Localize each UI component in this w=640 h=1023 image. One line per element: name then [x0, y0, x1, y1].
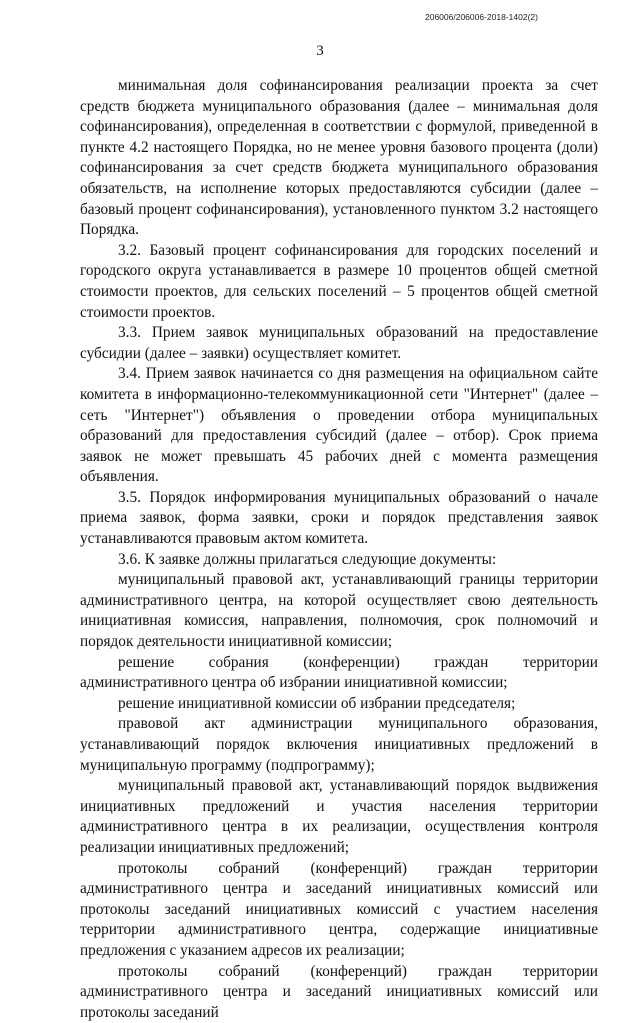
- document-id: 206006/206006-2018-1402(2): [425, 12, 538, 22]
- list-item: протоколы собраний (конференций) граждан территории административного центра и заседаний инициативных комиссий или протоколы заседаний инициативных комиссий с участием населения территории административного центра, содержащие инициативные предложения с указанием адресов их реализации;: [80, 859, 598, 959]
- list-item: муниципальный правовой акт, устанавливающий порядок выдвижения инициативных предложений и участия населения территории административного центра в их реализации, осуществления контроля реализации инициативных предложений;: [80, 777, 598, 856]
- paragraph: 3.5. Порядок информирования муниципальных образований о начале приема заявок, форма заявки, сроки и порядок представления заявок устанавливаются правовым актом комитета.: [80, 488, 598, 548]
- body-text: [80, 76, 598, 1023]
- paragraph: 3.4. Прием заявок начинается со дня размещения на официальном сайте комитета в информационно-телекоммуникационной сети "Интернет" (далее – сеть "Интернет") объявления о проведении отбора муниципальных образований для предоставления субсидий (далее – отбор). Срок приема заявок не может превышать 45 рабочих дней с момента размещения объявления.: [80, 365, 598, 486]
- list-item: решение инициативной комиссии об избрании председателя;: [118, 694, 516, 712]
- page-number: 3: [316, 43, 324, 59]
- list-item: протоколы собраний (конференций) граждан территории административного центра и заседаний инициативных комиссий или протоколы заседаний: [80, 962, 598, 1021]
- list-item: решение собрания (конференции) граждан территории административного центра об избрании инициативной комиссии;: [80, 653, 598, 692]
- list-item: правовой акт администрации муниципального образования, устанавливающий порядок включения инициативных предложений в муниципальную программу (подпрограмму);: [80, 715, 598, 774]
- paragraph: 3.2. Базовый процент софинансирования для городских поселений и городского округа устанавливается в размере 10 процентов общей сметной стоимости проектов, для сельских поселений – 5 процентов общей сметной стоимости проектов.: [80, 241, 598, 321]
- paragraph: 3.3. Прием заявок муниципальных образований на предоставление субсидии (далее – заявки) осуществляет комитет.: [80, 324, 598, 362]
- paragraph: 3.6. К заявке должны прилагаться следующие документы:: [118, 550, 497, 568]
- list-item: муниципальный правовой акт, устанавливающий границы территории административного центра, на которой осуществляет свою деятельность инициативная комиссия, направления, полномочия, срок полномочий и порядок деятельности инициативной комиссии;: [80, 571, 598, 651]
- paragraph: минимальная доля софинансирования реализации проекта за счет средств бюджета муниципального образования (далее – минимальная доля софинансирования), определенная в соответствии с формулой, приведенной в пункте 4.2 настоящего Порядка, но не менее уровня базового процента (доли) софинансирования за счет средств бюджета муниципального образования обязательств, на исполнение которых предоставляются субсидии (далее – базовый процент софинансирования), установленного пунктом 3.2 настоящего Порядка.: [80, 77, 598, 239]
